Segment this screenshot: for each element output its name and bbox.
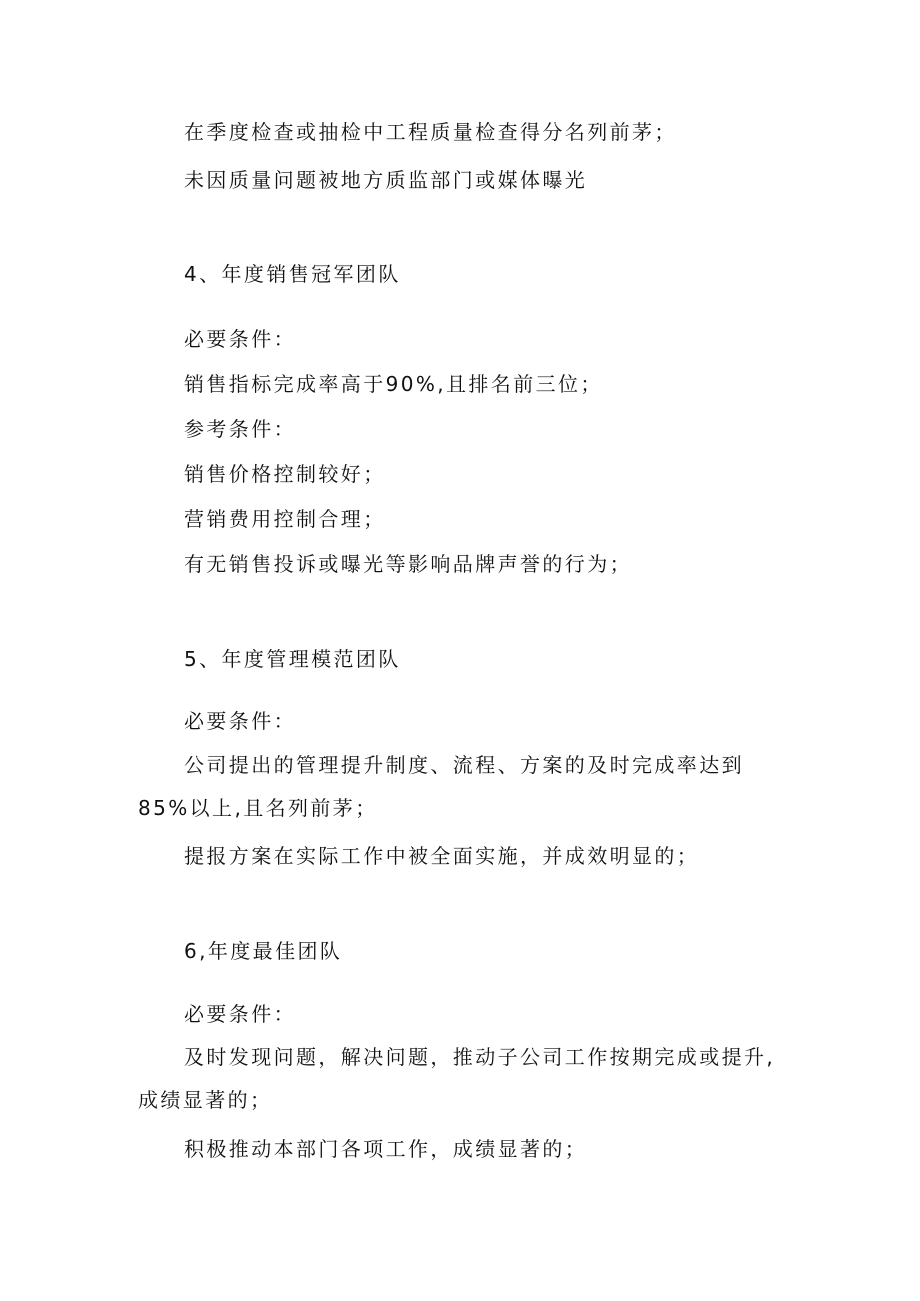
criteria-line: 积极推动本部门各项工作，成绩显著的；: [184, 1137, 588, 1161]
section-heading: 4、年度销售冠军团队: [184, 262, 401, 286]
section-heading: 6,年度最佳团队: [184, 939, 343, 963]
criteria-line: 提报方案在实际工作中被全面实施，并成效明显的；: [184, 844, 700, 868]
criteria-paragraph: 公司提出的管理提升制度、流程、方案的及时完成率达到85%以上,且名列前茅；: [138, 753, 744, 820]
criteria-line: 有无销售投诉或曝光等影响品牌声誉的行为；: [184, 552, 632, 576]
subheading: 参考条件：: [184, 417, 296, 441]
subheading: 必要条件：: [184, 327, 296, 351]
criteria-paragraph: 及时发现问题，解决问题，推动子公司工作按期完成或提升,成绩显著的；: [138, 1045, 776, 1112]
subheading: 必要条件：: [184, 1002, 296, 1026]
criteria-line: 销售价格控制较好；: [184, 462, 386, 486]
subheading: 必要条件：: [184, 709, 296, 733]
criteria-line: 销售指标完成率高于90%,且排名前三位；: [184, 372, 603, 396]
section-heading: 5、年度管理模范团队: [184, 647, 401, 671]
criteria-line: 营销费用控制合理；: [184, 507, 386, 531]
criteria-line: 在季度检查或抽检中工程质量检查得分名列前茅；: [184, 120, 677, 144]
criteria-line: 未因质量问题被地方质监部门或媒体曝光: [184, 168, 588, 192]
